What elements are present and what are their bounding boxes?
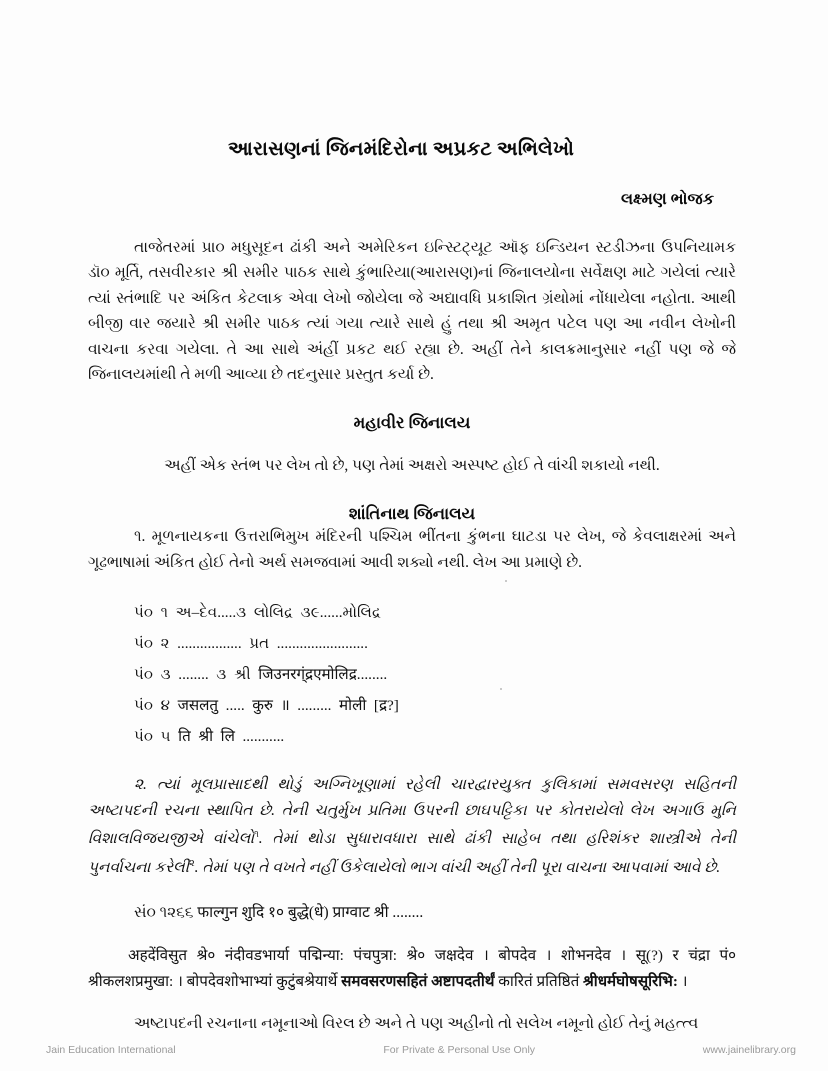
inscription-bold-1: समवसरणसहितं अष्टापदतीर्थं xyxy=(341,973,495,991)
page-footer xyxy=(46,1044,796,1056)
item2-text-before: ૨. ત્યાં મૂલપ્રાસાદથી થોડું અગ્નિખૂણામાં રહેલી ચારદ્વારયુક્ત કુલિકામાં સમવસરણ સહિતની અષ્ટાપદની રચના સ્થાપિત છે. તેની ચતુર્મુખ પ્રતિમા ઉપરની છાઘપટ્ટિકા પર કોતરાયેલો લેખ અગાઉ મુનિ વિશાલવિજયજીએ વાંચેલો xyxy=(88,776,736,848)
mahavir-note: અહીં એક સ્તંભ પર લેખ તો છે, પણ તેમાં અક્ષરો અસ્પષ્ટ હોઈ તે વાંચી શકાયો નથી. xyxy=(164,457,660,475)
sanskrit-inscription xyxy=(88,943,736,995)
inscription-verse-list xyxy=(88,597,736,752)
verse-line: પં૦ ૨ ................. પ્રત ........................ xyxy=(134,635,368,653)
footer-publisher: Jain Education International xyxy=(46,1044,176,1056)
section-heading-mahavir: મહાવીર જિનાલય xyxy=(353,413,471,433)
inscription-bold-2: श्रीधर्मघोषसूरिभि: xyxy=(583,973,678,991)
shantinath-item1-paragraph: ૧. મૂળનાયકના ઉત્તરાભિમુખ મંદિરની પશ્ચિમ ભીંતના કુંભના ઘાટડા પર લેખ, જે કેવલાક્ષરમાં અને ગૂઢભાષામાં અંકિત હોઈ તેનો અર્થ સમજવામાં આવી શક્યો નથી. લેખ આ પ્રમાણે છે. xyxy=(88,528,736,571)
footnote-marker-2: ૨ xyxy=(189,858,195,869)
verse-line: પં૦ ૧ અ–દેવ.....૩ લોલિદ્ર ૩૯......મોલિદ્ર xyxy=(134,604,381,622)
page-title: આરાસણનાં જિનમંદિરોના અપ્રકટ અભિલેખો xyxy=(228,139,575,160)
inscription-plain-1: अहदेंविसुत श्रे० नंदीवडभार्या पद्मिन्या: पंचपुत्रा: श्रे० जक्षदेव । बोपदेव । शोभनदेव । सू(?) र चंद्रा पं० श्रीकलशप्रमुखा: । बोपदेवशोभाभ्यां कुटुंबश्रेयार्थे xyxy=(88,947,736,991)
footnote-marker-1: ૧ xyxy=(254,830,259,841)
stray-speck xyxy=(505,580,507,582)
item2-text-mid: . તેમાં થોડા સુધારાવધારા સાથે ઢાંકી સાહેબ તથા હરિશંકર શાસ્ત્રીએ તેની પુનર્વાચના કરેલી xyxy=(88,830,736,876)
page-content xyxy=(88,130,736,1037)
stray-speck xyxy=(500,688,502,690)
inscription-date-line: સં૦ ૧૨૬૬ फाल्गुन शुदि १० बुद्धे(धे) प्राग्वाट श्री ........ xyxy=(134,904,424,922)
inscription-plain-3: । xyxy=(677,973,688,991)
shantinath-item2-paragraph xyxy=(88,772,736,880)
section-heading-shantinath: શાંતિનાથ જિનાલય xyxy=(348,504,476,524)
intro-paragraph: તાજેતરમાં પ્રા૦ મધુસૂદન ઢાંકી અને અમેરિકન ઇન્સ્ટિટ્યૂટ ઑફ ઇન્ડિયન સ્ટડીઝના ઉપનિયામક ડૉ૦ મૂર્તિ, તસવીરકાર શ્રી સમીર પાઠક સાથે કુંભારિયા(આરાસણ)નાં જિનાલયોના સર્વેક્ષણ માટે ગયેલાં ત્યારે ત્યાં સ્તંભાદિ પર અંકિત કેટલાક એવા લેખો જોયેલા જે અદ્યાવધિ પ્રકાશિત ગ્રંથોમાં નોંધાયેલા નહોતા. આથી બીજી વાર જયારે શ્રી સમીર પાઠક ત્યાં ગયા ત્યારે સાથે હું તથા શ્રી અમૃત પટેલ પણ આ નવીન લેખોની વાચના કરવા ગયેલા. તે આ સાથે અંહીં પ્રકટ થઈ રહ્યા છે. અહીં તેને કાલક્રમાનુસાર નહીં પણ જે જે જિનાલયમાંથી તે મળી આવ્યા છે તદનુસાર પ્રસ્તુત કર્યા છે. xyxy=(88,239,736,384)
author-byline: લક્ષ્મણ ભોજક xyxy=(620,191,714,208)
verse-line: પં૦ ૩ ........ ૩ શ્રી जिउनरग्ंद्रएमोलिद्र........ xyxy=(134,666,388,684)
footer-website: www.jainelibrary.org xyxy=(702,1044,796,1056)
verse-line: પં૦ ૫ ति श्री लि ........... xyxy=(134,728,285,746)
item2-text-end: . તેમાં પણ તે વખતે નહીં ઉકેલાયેલો ભાગ વાંચી અહીં તેની પૂરા વાચના આપવામાં આવે છે. xyxy=(194,858,721,876)
closing-paragraph: અષ્ટાપદની રચનાના નમૂનાઓ વિરલ છે અને તે પણ અહીનો તો સલેખ નમૂનો હોઈ તેનું મહત્ત્વ xyxy=(134,1015,699,1033)
inscription-plain-2: कारितं प्रतिष्ठितं xyxy=(494,973,584,991)
footer-usage-notice: For Private & Personal Use Only xyxy=(383,1044,536,1056)
verse-line: પં૦ ૪ जसलतु ..... कुरु ॥ ......... मोली [द्र?] xyxy=(134,697,399,715)
